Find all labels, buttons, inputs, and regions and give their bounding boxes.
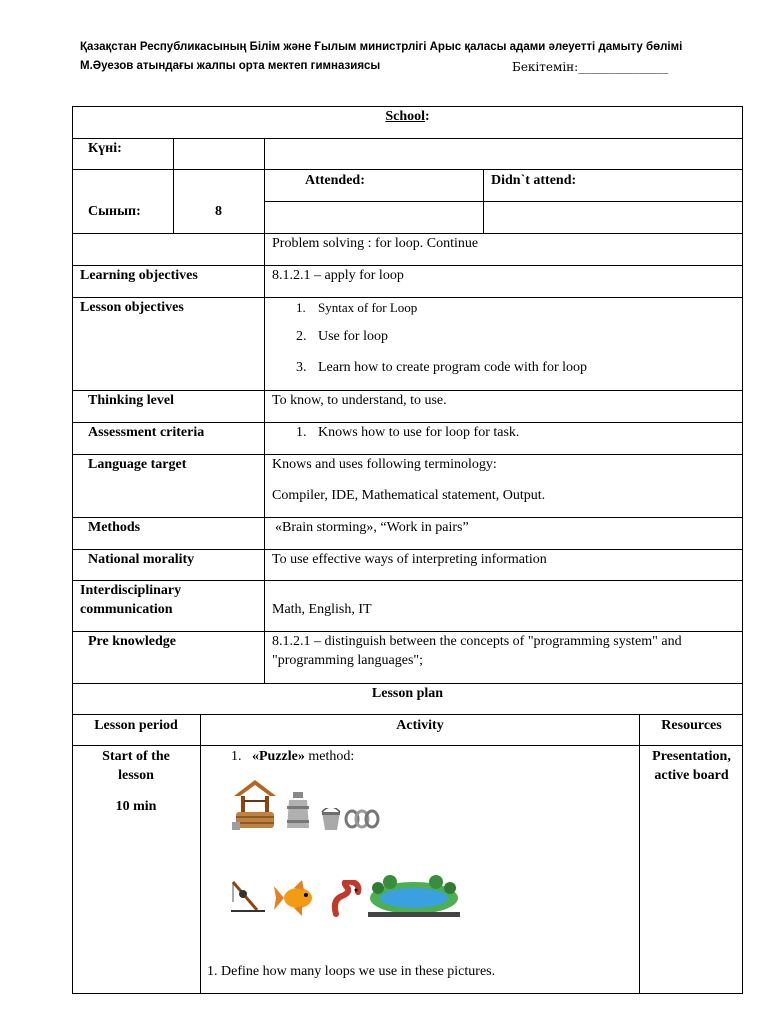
start-of-lesson-line1: Start of the (102, 749, 170, 764)
interdisciplinary-label-line1: Interdisciplinary (80, 583, 182, 598)
school-label: School (385, 109, 425, 124)
goldfish-icon (272, 878, 322, 918)
approval-line: Бекітемін:_______________ (512, 60, 669, 74)
learning-objectives-value: 8.1.2.1 – apply for loop (272, 268, 404, 283)
date-label: Күні: (88, 141, 122, 156)
class-label: Сынып: (88, 204, 141, 219)
col-activity: Activity (396, 718, 444, 733)
methods-label: Methods (88, 520, 141, 535)
language-target-label: Language target (88, 457, 187, 472)
national-morality-value: To use effective ways of interpreting information (272, 552, 547, 567)
school-header (80, 60, 680, 72)
language-target-line1: Knows and uses following terminology: (272, 457, 497, 472)
objective-item: 1. Syntax of for Loop (296, 300, 418, 315)
school-row: School: (385, 109, 430, 124)
class-value: 8 (215, 204, 222, 219)
start-of-lesson-line2: lesson (118, 768, 154, 783)
objective-item: 2. Use for loop (296, 329, 388, 344)
lesson-plan-title: Lesson plan (371, 686, 444, 701)
pre-knowledge-line2: "programming languages"; (272, 653, 424, 668)
bucket-icon (319, 808, 343, 832)
language-target-line2: Compiler, IDE, Mathematical statement, Output. (272, 488, 546, 503)
assessment-criteria-label: Assessment criteria (88, 425, 205, 440)
objective-item: 3. Learn how to create program code with for loop (296, 360, 588, 375)
lesson-topic: Problem solving : for loop. Continue (272, 236, 479, 251)
thinking-level-label: Thinking level (88, 393, 174, 408)
resources-line1: Presentation, (652, 749, 731, 764)
pre-knowledge-line1: 8.1.2.1 – distinguish between the concepts of "programming system" and (272, 634, 682, 649)
assessment-criteria-value: 1. Knows how to use for loop for task. (296, 425, 520, 440)
resources-line2: active board (654, 768, 729, 783)
lesson-objectives-label: Lesson objectives (80, 300, 184, 315)
worm-icon (330, 880, 364, 918)
attended-label: Attended: (305, 173, 365, 188)
national-morality-label: National morality (88, 552, 195, 567)
pond-icon (366, 874, 462, 918)
milk-can-icon (285, 792, 311, 830)
col-lesson-period: Lesson period (94, 718, 178, 733)
pre-knowledge-label: Pre knowledge (88, 634, 177, 649)
col-resources: Resources (661, 718, 722, 733)
methods-value: «Brain storming», “Work in pairs” (275, 520, 469, 535)
learning-objectives-label: Learning objectives (80, 268, 198, 283)
lesson-objectives-list (272, 297, 732, 377)
ministry-header: Қазақстан Республикасының Білім және Ғылым министрлігі Арыс қаласы адами әлеуетті дамыту бөлімі (80, 41, 683, 53)
start-time: 10 min (115, 799, 157, 814)
thinking-level-value: To know, to understand, to use. (272, 393, 447, 408)
school-name: М.Әуезов атындағы жалпы орта мектеп гимназиясы (80, 60, 381, 72)
fishing-rod-icon (229, 880, 269, 916)
well-icon (230, 778, 280, 832)
not-attended-label: Didn`t attend: (491, 173, 577, 188)
activity-question: 1. Define how many loops we use in these pictures. (207, 964, 496, 979)
chain-icon (344, 808, 380, 830)
interdisciplinary-label-line2: communication (80, 602, 173, 617)
activity-puzzle: 1. «Puzzle» method: (231, 749, 355, 764)
interdisciplinary-value: Math, English, IT (272, 602, 372, 617)
